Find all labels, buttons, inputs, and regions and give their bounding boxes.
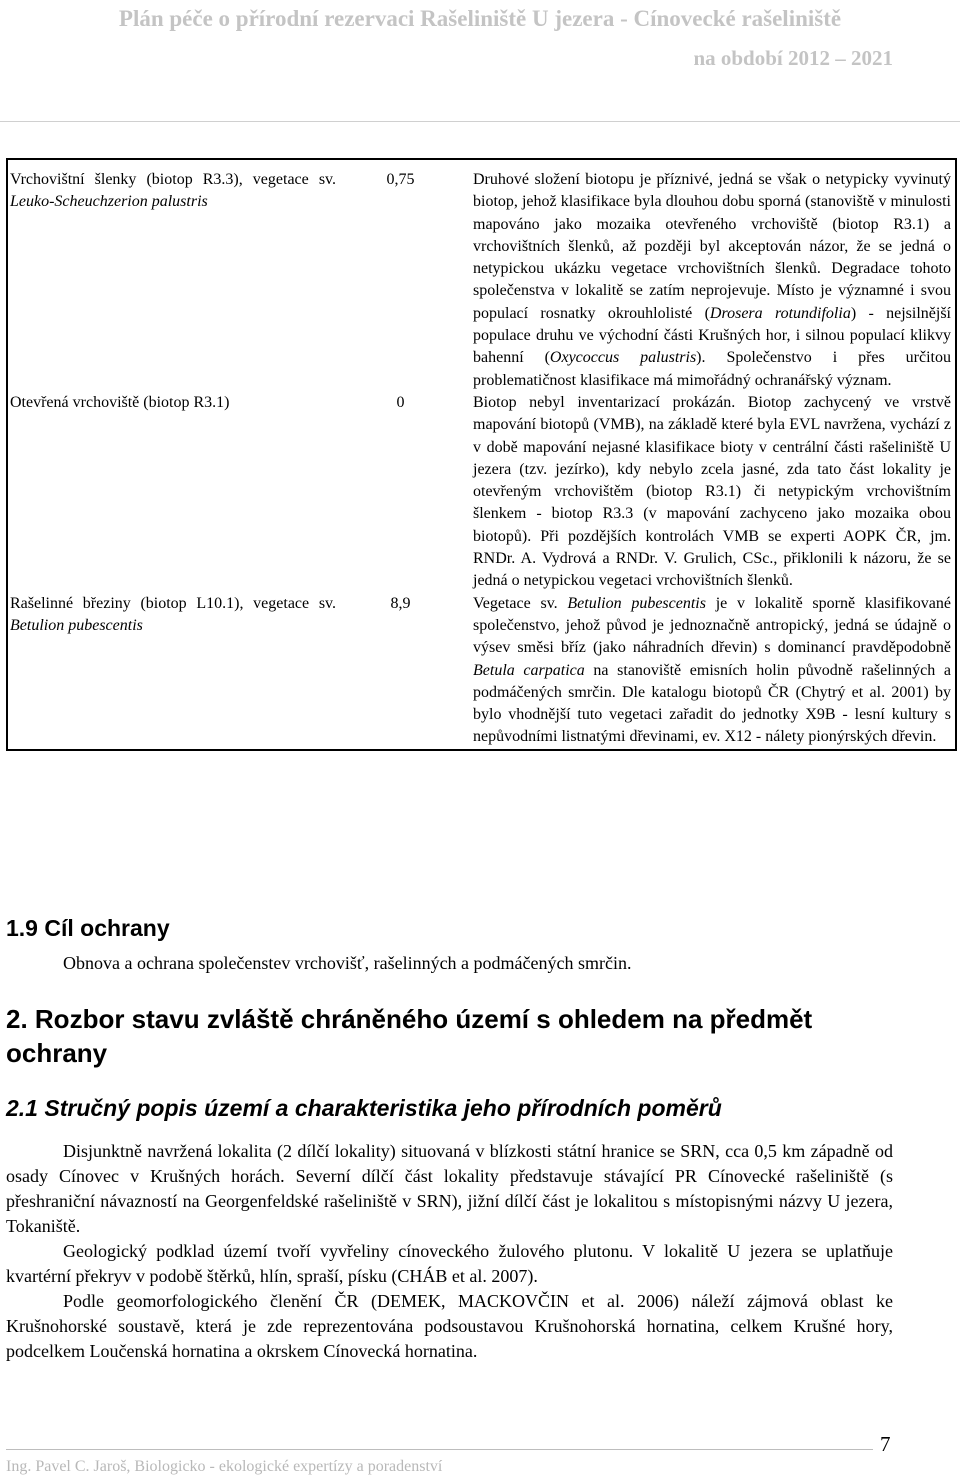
section-2-1-body [6, 1139, 893, 1364]
section-2-1-heading: 2.1 Stručný popis území a charakteristika jeho přírodních poměrů [6, 1095, 722, 1121]
paragraph: Podle geomorfologického členění ČR (DEMEK, MACKOVČIN et al. 2006) náleží zájmová oblast ke Krušnohorské soustavě, která je zde reprezentována podsoustavou Krušnohorská hornatina, celkem Krušné hory, podcelkem Loučenská hornatina a okrskem Cínovecká hornatina. [6, 1291, 893, 1361]
paragraph: Geologický podklad území tvoří vyvřeliny cínoveckého žulového plutonu. V lokalitě U jezera se uplatňuje kvartérní překryv v podobě štěrků, hlín, spraší, písku (CHÁB et al. 2007). [6, 1241, 893, 1286]
biotope-name: Rašelinné březiny (biotop L10.1), vegetace sv. Betulion pubescentis [10, 594, 336, 634]
biotope-description: Vegetace sv. Betulion pubescentis je v lokalitě sporně klasifikované společenstvo, jehož původ je jednoznačně antropický, jedná se údajně o výsev směsi bříz (jako náhradních dřevin) s dominancí pravděpodobně Betula carpatica na stanoviště emisních holin původně rašelinných a podmáčených smrčin. Dle katalogu biotopů ČR (Chytrý et al. 2001) by bylo vhodnější tuto vegetaci zařadit do jednotky X9B - lesní kultury s nepůvodními listnatými dřevinami, ev. X12 - nálety pionýrských dřevin. [473, 594, 952, 746]
biotope-area-value: 8,9 [390, 594, 411, 612]
table-row [7, 159, 956, 392]
biotope-description: Druhové složení biotopu je příznivé, jedná se však o netypicky vyvinutý biotop, jehož klasifikace byla dlouhou dobu sporná (stanoviště v minulosti mapováno jako mozaika otevřeného vrchoviště (biotop R3.1) a vrchovištních šlenků, až později byl akceptován názor, že se jedná o netypickou ukázku vegetace vrchovištních šlenků. Degradace tohoto společenstva v lokalitě se zatím neprojevuje. Místo je významné i svou populací rosnatky okrouhlolisté (Drosera rotundifolia) - nejsilnější populace druhu ve východní části Krušných hor, i silnou populací klikvy bahenní (Oxycoccus palustris). Společenstvo i přes určitou problematičnost klasifikace má mimořádný ochranářský význam. [473, 171, 951, 389]
biotope-name: Otevřená vrchoviště (biotop R3.1) [10, 393, 230, 411]
biotope-description: Biotop nebyl inventarizací prokázán. Biotop zachycený ve vrstvě mapování biotopů (VMB), na základě které byla EVL navržena, vychází z v době mapování nejasné klasifikace bioty v centrální části rašeliniště U jezera (tzv. jezírko), kdy nebylo zcela jasné, zda tato část lokality je otevřeným vrchovištěm (biotop R3.1) či netypickým vrchovištním šlenkem - biotop R3.3 (v mapování zachyceno jako mozaika obou biotopů). Při pozdějších kontrolách VMB se experti AOPK ČR, jm. RNDr. A. Vydrová a RNDr. V. Grulich, CSc., přiklonili k názoru, že se jedná o netypickou vegetaci vrchovištních šlenků. [473, 393, 951, 590]
footer-divider [6, 1449, 873, 1450]
table-row [7, 593, 956, 750]
section-1-9-heading: 1.9 Cíl ochrany [6, 915, 170, 941]
biotope-name-cell [7, 159, 336, 392]
table-row [7, 392, 956, 593]
biotope-name-cell [7, 392, 336, 593]
biotope-area-value: 0 [396, 393, 405, 411]
biotope-area-value: 0,75 [386, 171, 415, 188]
section-2-heading: 2. Rozbor stavu zvláště chráněného území s ohledem na předmět ochrany [6, 1004, 813, 1068]
biotope-name: Vrchovištní šlenky (biotop R3.3), vegetace sv. Leuko-Scheuchzerion palustris [10, 171, 336, 211]
document-header-title: Plán péče o přírodní rezervaci Rašeliniště U jezera - Cínovecké rašeliniště [118, 6, 842, 31]
page-number: 7 [880, 1432, 891, 1456]
paragraph: Disjunktně navržená lokalita (2 dílčí lokality) situovaná v blízkosti státní hranice se SRN, cca 0,5 km západně od osady Cínovec v Krušných horách. Severní dílčí část lokality představuje stávající PR Cínovecké rašeliniště (s přeshraniční návazností na Georgenfeldské rašeliniště v SRN), jižní dílčí část je lokalitou s místopisnými názvy U jezera, Tokaniště. [6, 1141, 893, 1236]
biotope-name-cell [7, 593, 336, 750]
section-1-9-text: Obnova a ochrana společenstev vrchovišť, rašelinných a podmáčených smrčin. [63, 953, 632, 973]
header-divider [0, 121, 960, 122]
document-header-period: na období 2012 – 2021 [693, 46, 893, 70]
biotope-table [6, 158, 957, 751]
footer-author: Ing. Pavel C. Jaroš, Biologicko - ekologické expertízy a poradenství [6, 1458, 443, 1475]
